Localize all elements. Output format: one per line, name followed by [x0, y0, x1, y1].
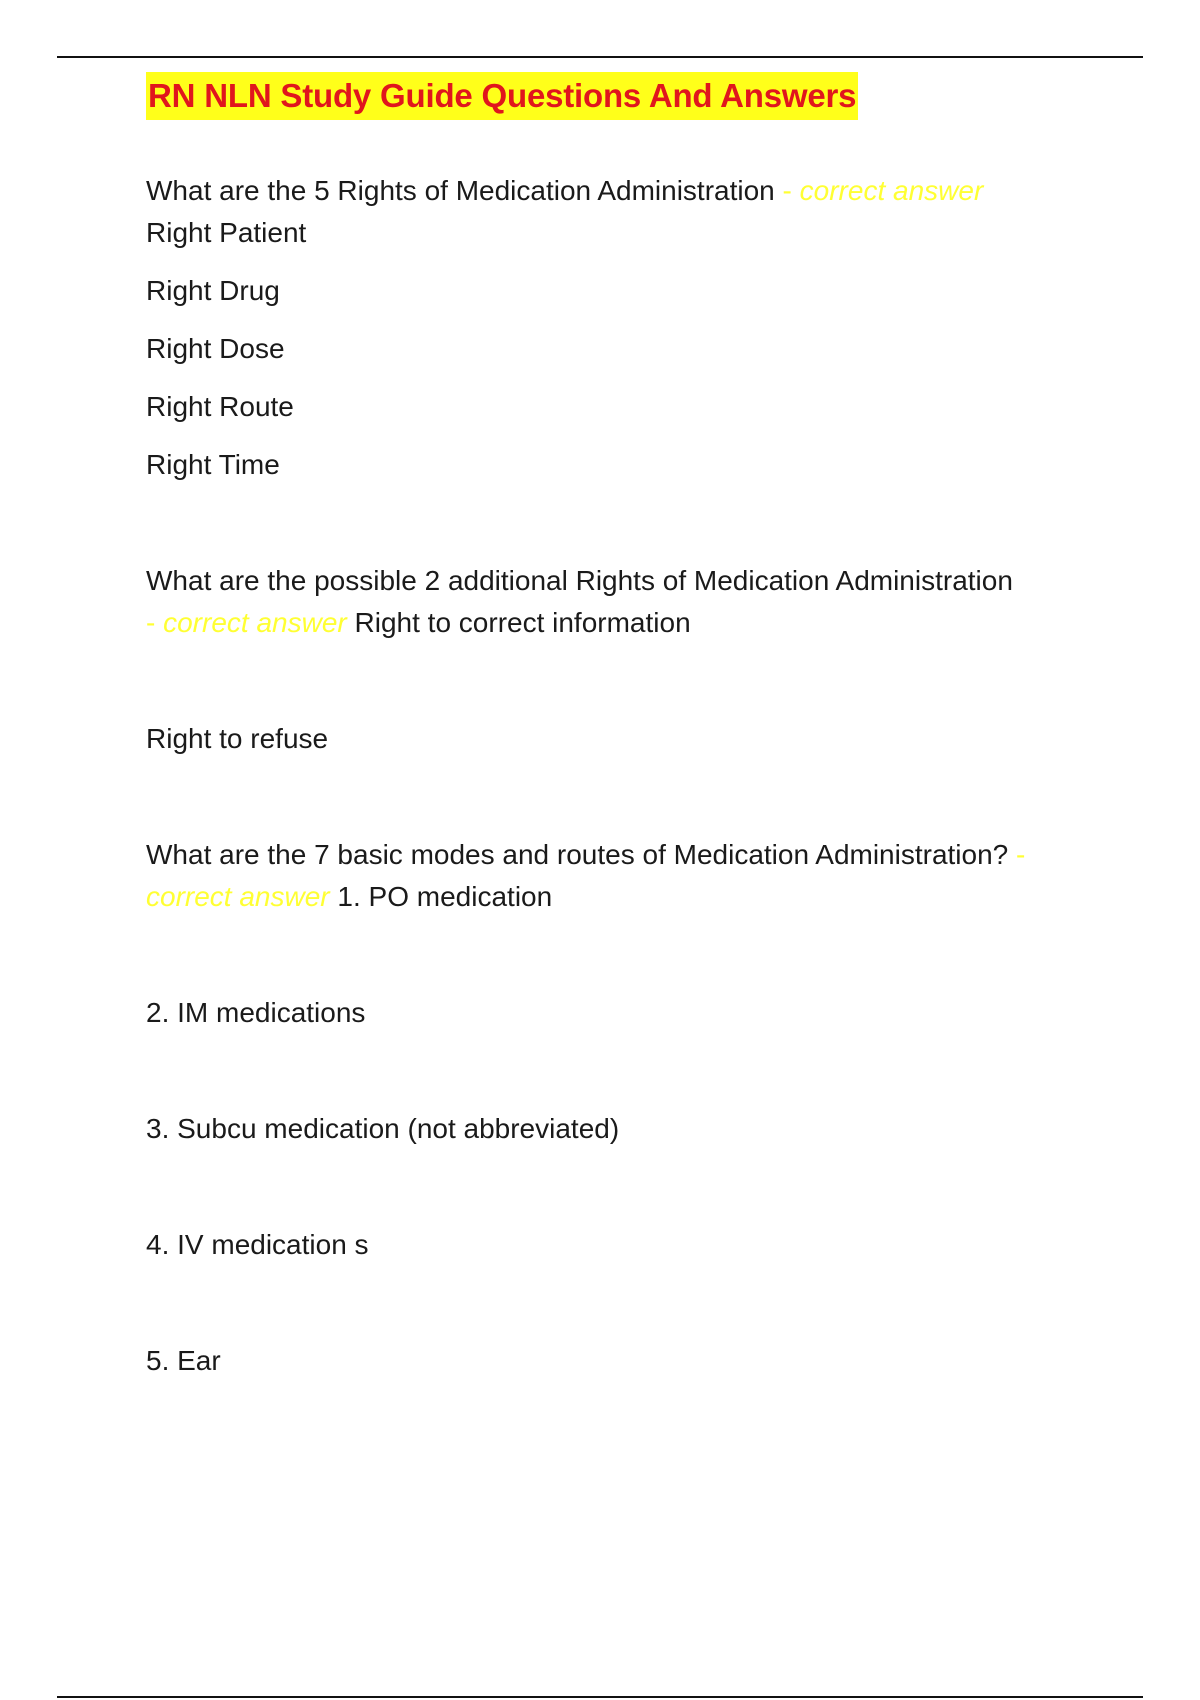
answer-line: Right Drug — [146, 275, 280, 306]
answer-line: Right Dose — [146, 333, 285, 364]
answer-marker: correct answer — [146, 881, 330, 912]
question-text: What are the 5 Rights of Medication Administration — [146, 175, 775, 206]
answer-line: 5. Ear — [146, 1345, 221, 1376]
answer-line: Right Time — [146, 449, 280, 480]
question-2: What are the possible 2 additional Rights of Medication Administration — [146, 565, 1013, 596]
answer-line: 1. PO medication — [337, 881, 553, 912]
question-text: What are the 7 basic modes and routes of Medication Administration? — [146, 839, 1009, 870]
answer-line: 3. Subcu medication (not abbreviated) — [146, 1113, 620, 1144]
top-rule — [57, 56, 1143, 58]
answer-marker: correct answer — [163, 607, 347, 638]
answer-line: 2. IM medications — [146, 997, 366, 1028]
answer-separator: - — [1016, 839, 1026, 870]
answer-line: 4. IV medication s — [146, 1229, 369, 1260]
answer-separator: - — [146, 607, 156, 638]
question-3 — [146, 834, 1086, 876]
answer-line: Right to correct information — [354, 607, 691, 638]
answer-line: Right Patient — [146, 217, 307, 248]
question-1 — [146, 170, 1086, 212]
document-title: RN NLN Study Guide Questions And Answers — [146, 72, 858, 120]
answer-first-line — [146, 602, 1086, 644]
document-body — [146, 72, 1086, 1382]
answer-line: Right Route — [146, 391, 294, 422]
answer-line: Right to refuse — [146, 723, 329, 754]
answer-first-line — [146, 876, 1086, 918]
answer-separator: - — [782, 175, 792, 206]
bottom-rule — [57, 1696, 1143, 1698]
answer-marker: correct answer — [799, 175, 984, 206]
